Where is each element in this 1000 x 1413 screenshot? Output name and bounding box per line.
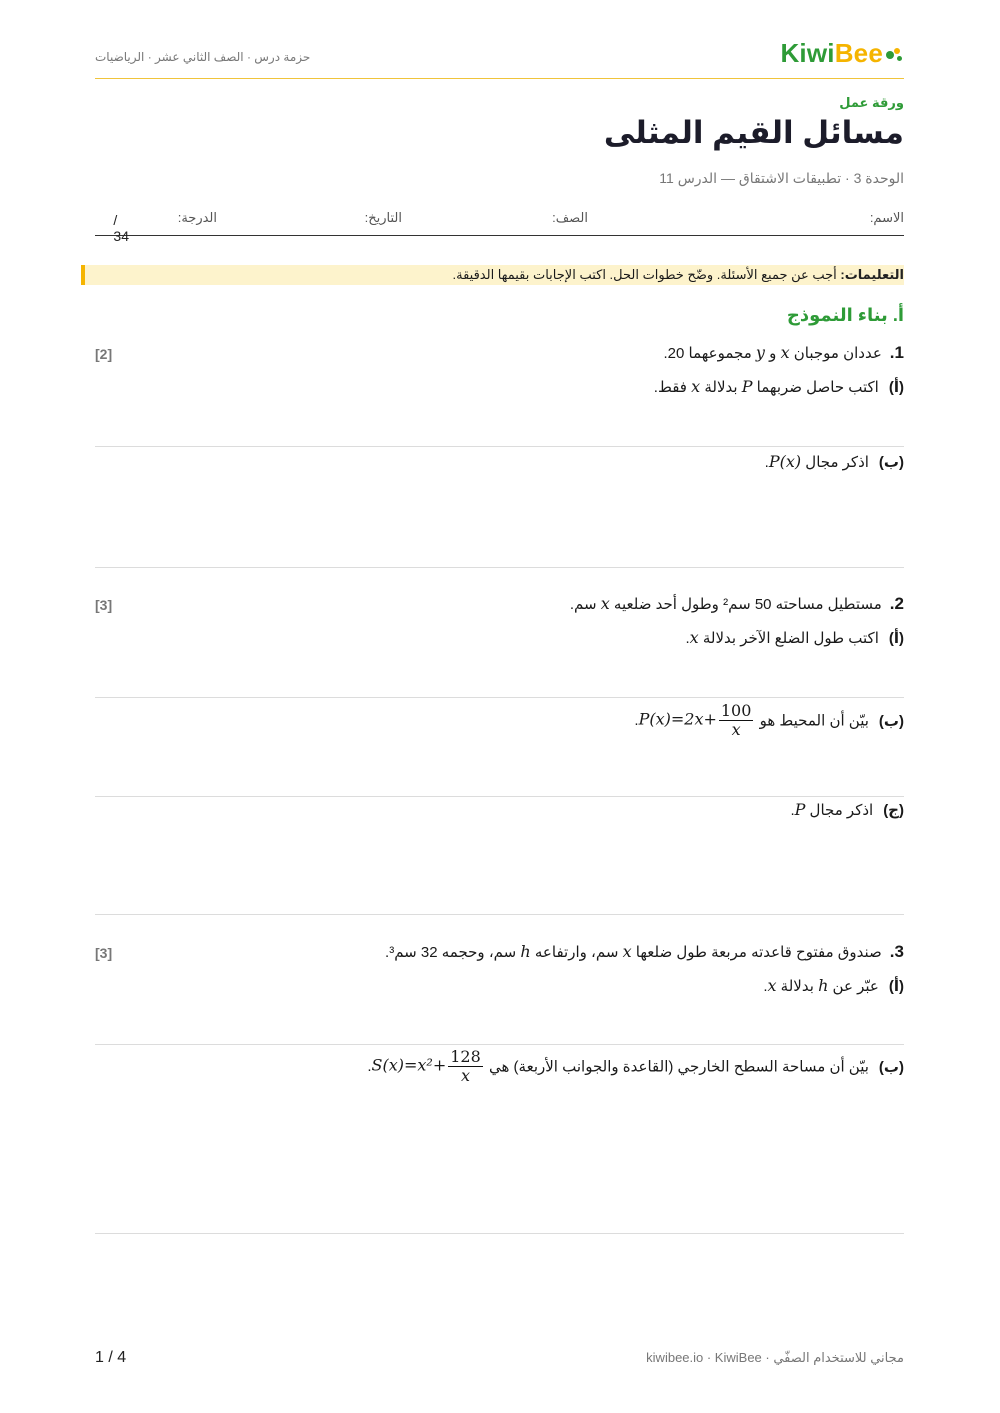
name-label: الاسم: (869, 210, 904, 225)
question-1a: (أ)اكتب حاصل ضربهما P بدلالة x فقط. (653, 377, 904, 396)
footer-credit: kiwibee.io · KiwiBee · مجاني للاستخدام الصفّي (646, 1350, 904, 1365)
answer-line (95, 796, 904, 797)
section-heading: أ. بناء النموذج (786, 305, 904, 325)
question-3b: (ب)بيّن أن مساحة السطح الخارجي (القاعدة والجوانب الأربعة) هي S(x)=x²+ $\frac{128}{x}$ . (367, 1047, 904, 1085)
question-1: 1.عددان موجبان x و y مجموعهما 20. (663, 343, 904, 362)
answer-line (95, 1233, 904, 1234)
perimeter-formula: P(x)=2x+ $\frac{100}{x}$ (638, 701, 752, 739)
question-2-marks: [3] (95, 597, 113, 613)
answer-line (95, 567, 904, 568)
question-1-marks: [2] (95, 346, 113, 362)
logo-dots-icon (886, 46, 904, 64)
page-header (95, 38, 904, 79)
answer-line (95, 1044, 904, 1045)
question-1b: (ب)اذكر مجال P(x). (764, 452, 904, 471)
instructions-label: التعليمات: (840, 267, 904, 282)
document-kind: ورقة عمل (839, 95, 904, 110)
question-3-marks: [3] (95, 945, 113, 961)
date-label: التاريخ: (364, 210, 402, 225)
surface-area-formula: S(x)=x²+ $\frac{128}{x}$ (371, 1047, 481, 1085)
breadcrumb: حزمة درس · الصف الثاني عشر · الرياضيات (95, 50, 311, 64)
worksheet-page (95, 0, 904, 1413)
answer-line (95, 446, 904, 447)
question-2b: (ب)بيّن أن المحيط هو P(x)=2x+ $\frac{100}{x}$ . (634, 701, 904, 739)
kiwibee-logo: KiwiBee (780, 38, 904, 69)
class-label: الصف: (552, 210, 588, 225)
question-2a: (أ)اكتب طول الضلع الآخر بدلالة x. (685, 628, 904, 647)
answer-line (95, 914, 904, 915)
score-label: الدرجة: (177, 210, 217, 225)
question-3: 3.صندوق مفتوح قاعدته مربعة طول ضلعها x سم، وارتفاعه h سم، وحجمه 32 سم³. (385, 942, 904, 961)
instructions-text: أجب عن جميع الأسئلة. وضّح خطوات الحل. اكتب الإجابات بقيمها الدقيقة. (452, 267, 841, 282)
page-number: 1 / 4 (95, 1349, 127, 1366)
student-info-row: الاسم: الصف: التاريخ: الدرجة: / 34 (95, 208, 904, 236)
question-3a: (أ)عبّر عن h بدلالة x. (763, 976, 904, 995)
page-subtitle: الوحدة 3 · تطبيقات الاشتقاق — الدرس 11 (659, 170, 904, 186)
answer-line (95, 697, 904, 698)
question-2: 2.مستطيل مساحته 50 سم² وطول أحد ضلعيه x سم. (569, 594, 904, 613)
question-2c: (ج)اذكر مجال P. (790, 800, 904, 819)
instructions-box (81, 265, 904, 285)
page-title: مسائل القيم المثلى (603, 115, 904, 150)
